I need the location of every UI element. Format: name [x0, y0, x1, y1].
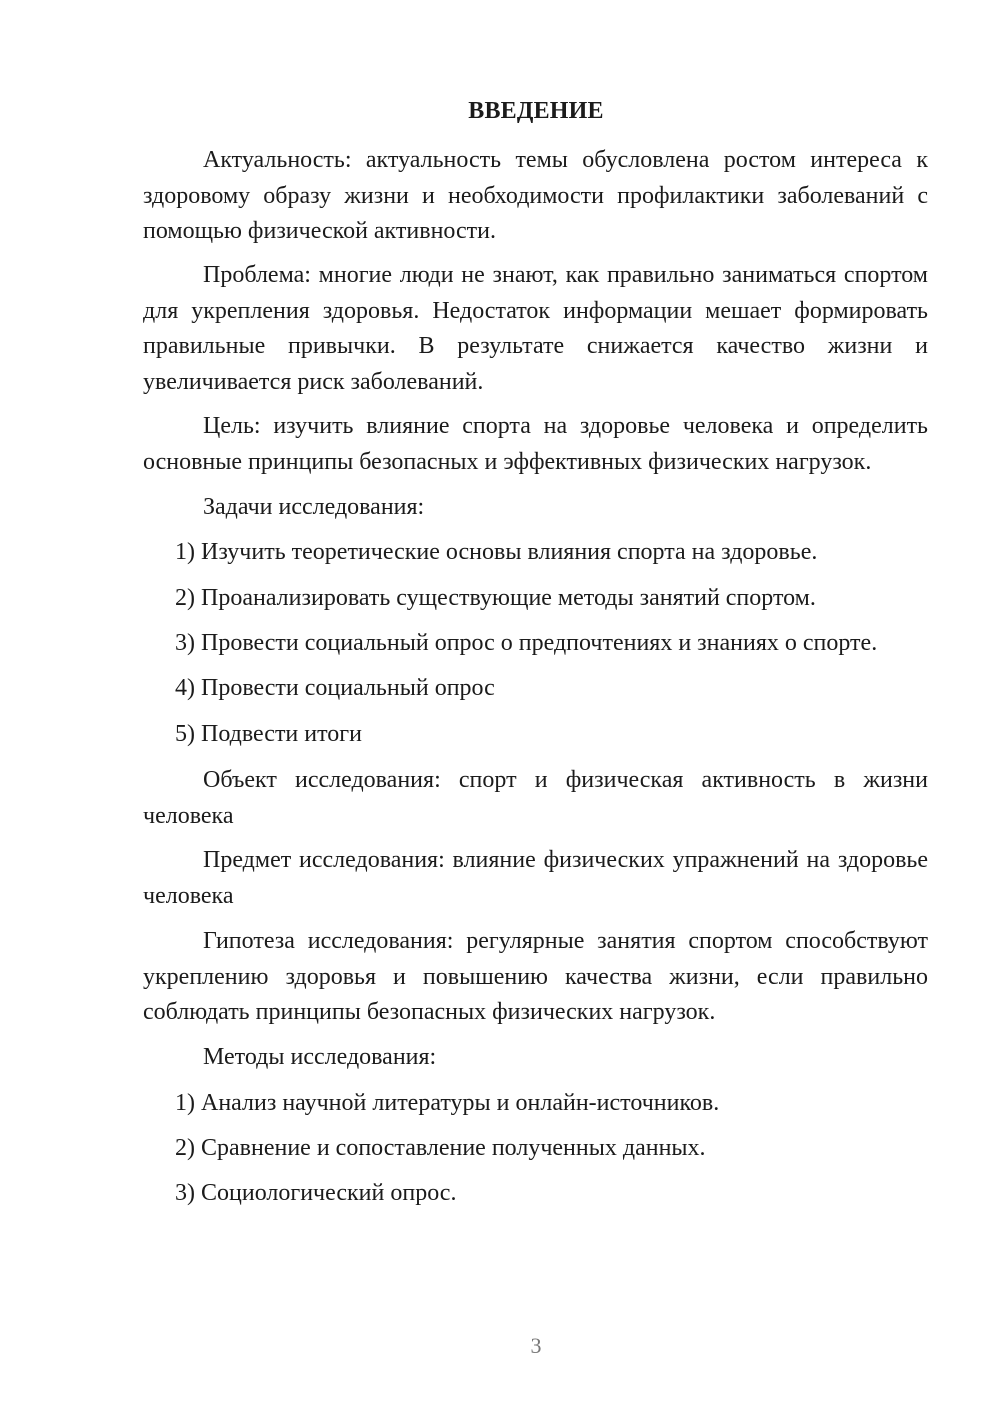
- method-item: 3) Социологический опрос.: [175, 1180, 457, 1206]
- task-item: 5) Подвести итоги: [175, 721, 362, 747]
- hypothesis-paragraph: Гипотеза исследования: регулярные занятия спортом способствуют укреплению здоровья и повышению качества жизни, если правильно соблюдать принципы безопасных физических нагрузок.: [143, 928, 928, 1025]
- method-item: 1) Анализ научной литературы и онлайн-источников.: [175, 1090, 720, 1116]
- task-item: 1) Изучить теоретические основы влияния спорта на здоровье.: [175, 539, 818, 565]
- goal-paragraph: Цель: изучить влияние спорта на здоровье человека и определить основные принципы безопасных и эффективных физических нагрузок.: [143, 413, 928, 475]
- problem-paragraph: Проблема: многие люди не знают, как правильно заниматься спортом для укрепления здоровья. Недостаток информации мешает формировать правильные привычки. В результате снижается качество жизни и увеличивается риск заболеваний.: [143, 262, 928, 395]
- tasks-heading: Задачи исследования:: [203, 494, 425, 520]
- relevance-paragraph: Актуальность: актуальность темы обусловлена ростом интереса к здоровому образу жизни и необходимости профилактики заболеваний с помощью физической активности.: [143, 147, 928, 244]
- task-item: 3) Провести социальный опрос о предпочтениях и знаниях о спорте.: [175, 630, 878, 656]
- subject-paragraph: Предмет исследования: влияние физических упражнений на здоровье человека: [143, 847, 928, 909]
- methods-heading: Методы исследования:: [203, 1044, 437, 1070]
- section-title: ВВЕДЕНИЕ: [468, 98, 604, 124]
- object-paragraph: Объект исследования: спорт и физическая активность в жизни человека: [143, 767, 928, 829]
- task-item: 2) Проанализировать существующие методы занятий спортом.: [175, 585, 816, 611]
- page-number: 3: [530, 1333, 542, 1358]
- task-item: 4) Провести социальный опрос: [175, 675, 495, 701]
- method-item: 2) Сравнение и сопоставление полученных данных.: [175, 1135, 706, 1161]
